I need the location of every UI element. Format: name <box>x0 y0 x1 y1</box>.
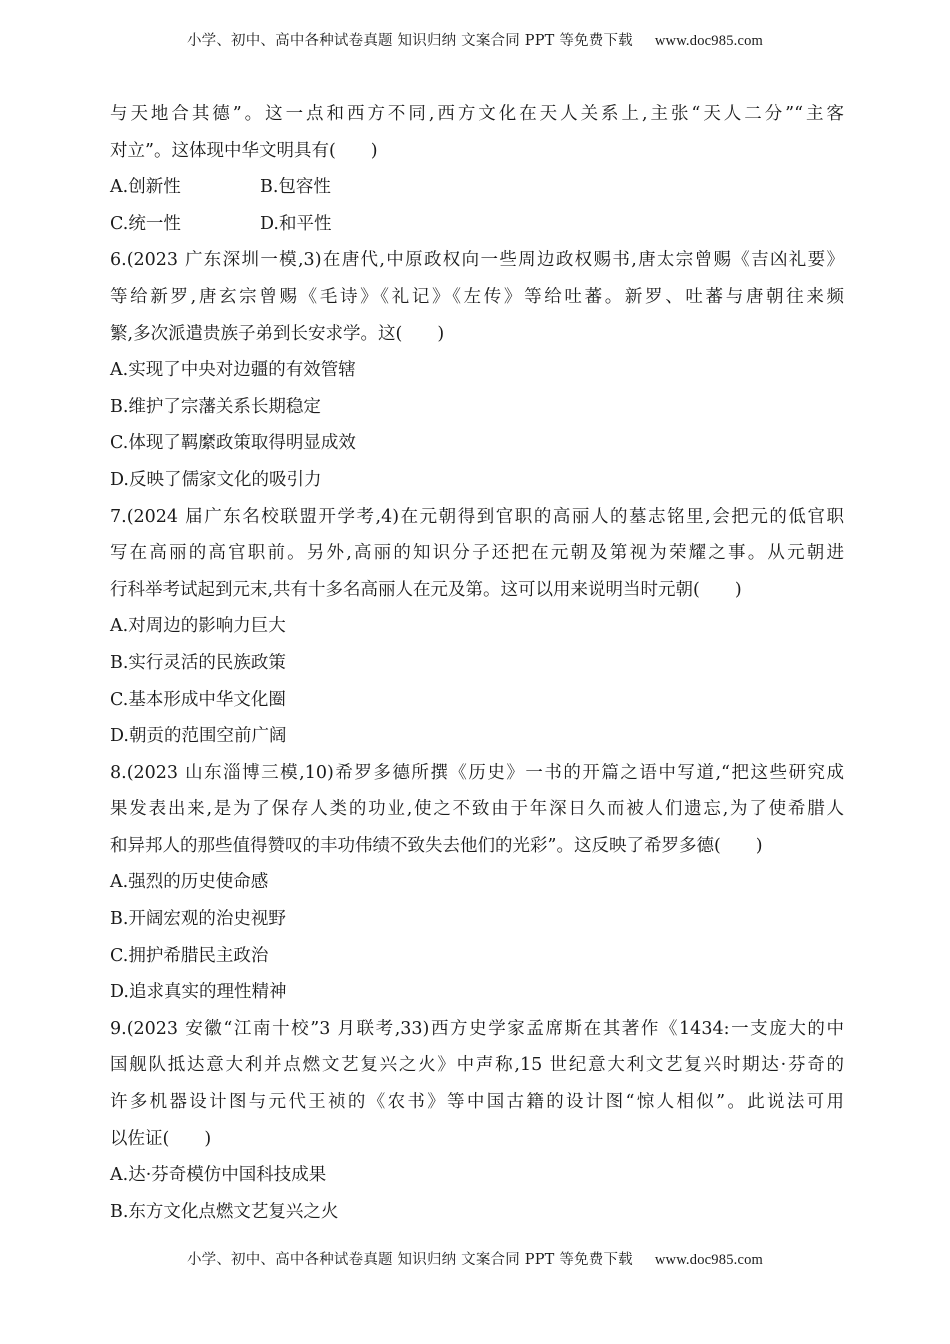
q6-option-c: C.体现了羁縻政策取得明显成效 <box>110 433 356 454</box>
header-site: www.doc985.com <box>654 33 764 49</box>
question-7 <box>110 499 844 755</box>
footer-text: 小学、初中、高中各种试卷真题 知识归纳 文案合同 PPT 等免费下载 <box>186 1252 633 1268</box>
q6-option-a: A.实现了中央对边疆的有效管辖 <box>110 360 356 381</box>
q8-line-3: 和异邦人的那些值得赞叹的丰功伟绩不致失去他们的光彩”。这反映了希罗多德( ) <box>110 835 763 856</box>
q6-option-b: B.维护了宗藩关系长期稳定 <box>110 396 321 417</box>
q8-option-b: B.开阔宏观的治史视野 <box>110 909 286 930</box>
q5-option-a: A.创新性 <box>110 177 181 198</box>
question-6 <box>110 242 844 498</box>
q9-option-b: B.东方文化点燃文艺复兴之火 <box>110 1201 339 1222</box>
q7-option-d: D.朝贡的范围空前广阔 <box>110 726 287 747</box>
q8-line-1: 8.(2023 山东淄博三模,10)希罗多德所撰《历史》一书的开篇之语中写道,“把这些研究成 <box>110 762 844 783</box>
q7-line-2: 写在高丽的高官职前。另外,高丽的知识分子还把在元朝及第视为荣耀之事。从元朝进 <box>110 543 844 564</box>
q7-option-c: C.基本形成中华文化圈 <box>110 689 286 710</box>
q7-line-1: 7.(2024 届广东名校联盟开学考,4)在元朝得到官职的高丽人的墓志铭里,会把元的低官职 <box>110 506 844 527</box>
document-body <box>110 96 844 1230</box>
q5-option-d: D.和平性 <box>260 213 332 234</box>
q8-option-a: A.强烈的历史使命感 <box>110 872 269 893</box>
q8-option-d: D.追求真实的理性精神 <box>110 982 287 1003</box>
q9-line-4: 以佐证( ) <box>110 1128 212 1149</box>
q5-options-row-2 <box>110 206 844 243</box>
q5-line-1: 与天地合其德”。这一点和西方不同,西方文化在天人关系上,主张“天人二分”“主客 <box>110 104 844 124</box>
q7-option-b: B.实行灵活的民族政策 <box>110 652 286 673</box>
q6-option-d: D.反映了儒家文化的吸引力 <box>110 469 322 490</box>
q9-line-3: 许多机器设计图与元代王祯的《农书》等中国古籍的设计图“惊人相似”。此说法可用 <box>110 1092 844 1113</box>
q9-line-1: 9.(2023 安徽“江南十校”3 月联考,33)西方史学家孟席斯在其著作《1434:一支庞大的中 <box>110 1018 844 1039</box>
q7-option-a: A.对周边的影响力巨大 <box>110 616 286 637</box>
q9-option-a: A.达·芬奇模仿中国科技成果 <box>110 1165 327 1186</box>
page-footer <box>0 1248 950 1269</box>
footer-site: www.doc985.com <box>654 1252 764 1268</box>
q5-option-b: B.包容性 <box>260 177 331 198</box>
question-9 <box>110 1011 844 1231</box>
question-5 <box>110 96 844 242</box>
q5-line-2: 对立”。这体现中华文明具有( ) <box>110 140 378 161</box>
question-8 <box>110 755 844 1011</box>
q8-option-c: C.拥护希腊民主政治 <box>110 945 269 966</box>
q5-option-c: C.统一性 <box>110 213 181 234</box>
q6-line-2: 等给新罗,唐玄宗曾赐《毛诗》《礼记》《左传》等给吐蕃。新罗、吐蕃与唐朝往来频 <box>110 286 844 307</box>
q8-line-2: 果发表出来,是为了保存人类的功业,使之不致由于年深日久而被人们遗忘,为了使希腊人 <box>110 799 844 820</box>
header-text: 小学、初中、高中各种试卷真题 知识归纳 文案合同 PPT 等免费下载 <box>186 33 633 49</box>
q6-line-3: 繁,多次派遣贵族子弟到长安求学。这( ) <box>110 323 445 344</box>
q7-line-3: 行科举考试起到元末,共有十多名高丽人在元及第。这可以用来说明当时元朝( ) <box>110 579 742 600</box>
q5-options-row-1 <box>110 169 844 206</box>
page-header <box>0 29 950 50</box>
q9-line-2: 国舰队抵达意大利并点燃文艺复兴之火》中声称,15 世纪意大利文艺复兴时期达·芬奇的 <box>110 1055 844 1076</box>
q6-line-1: 6.(2023 广东深圳一模,3)在唐代,中原政权向一些周边政权赐书,唐太宗曾赐《吉凶礼要》 <box>110 250 844 271</box>
